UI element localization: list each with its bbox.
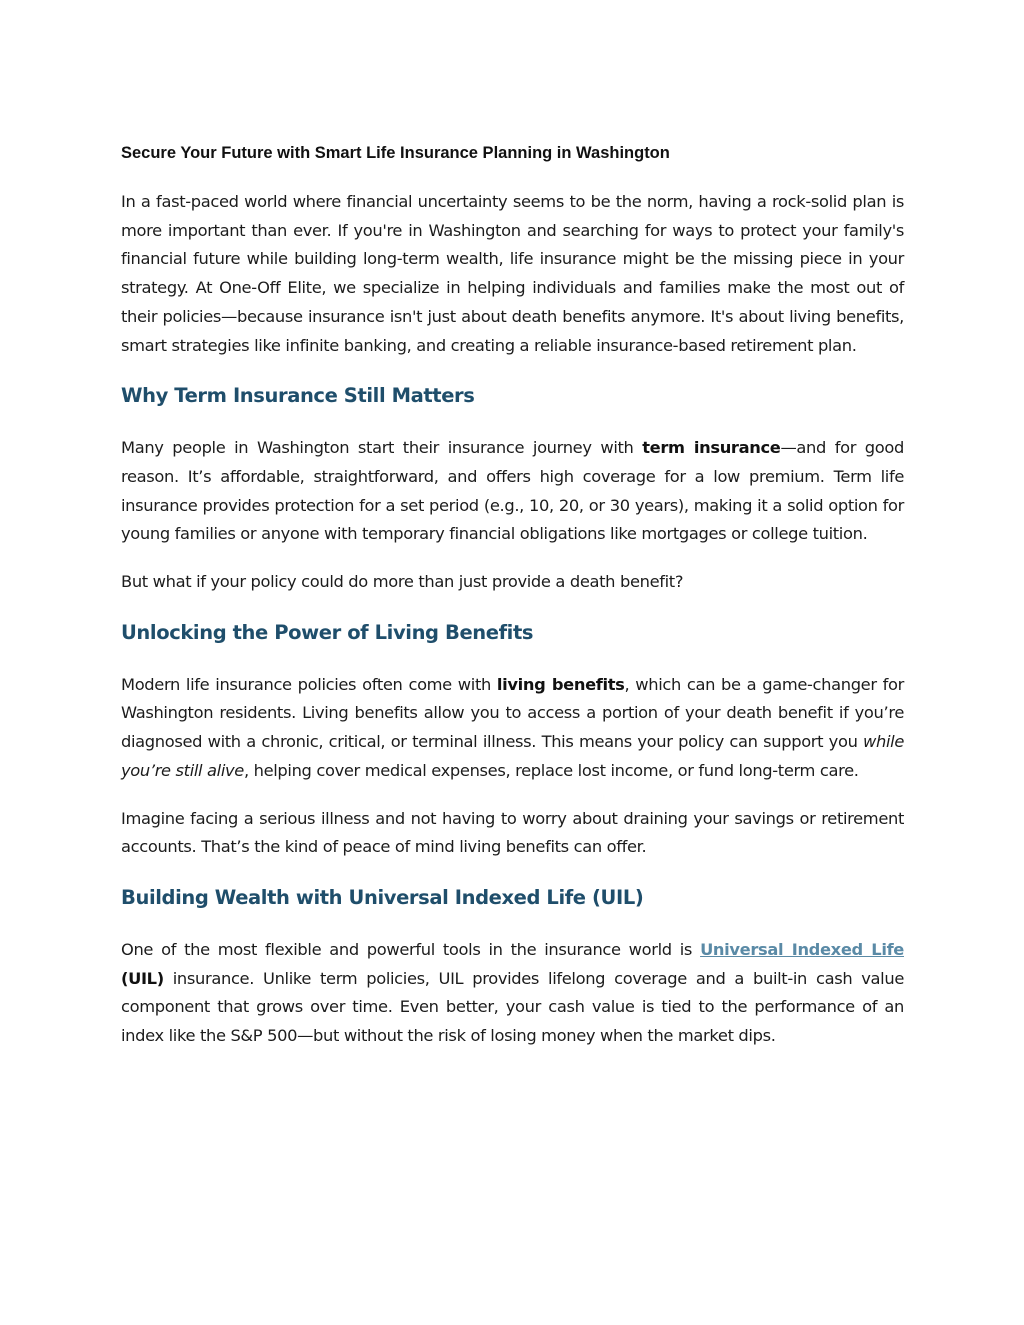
intro-paragraph: In a fast-paced world where financial uncertainty seems to be the norm, having a rock-solid plan is more important than ever. If you're in Washington and searching for ways to protect your family's financial future while building long-term wealth, life insurance might be the missing piece in your strategy. At One-Off Elite, we specialize in helping individuals and families make the most out of their policies—because insurance isn't just about death benefits anymore. It's about living benefits, smart strategies like infinite banking, and creating a reliable insurance-based retirement plan.: [121, 192, 904, 355]
text-run: —and for good reason. It’s affordable, straightforward, and offers high coverage for a low premium. Term life insurance provides protection for a set period (e.g., 10, 20, or 30 years), making it a solid option for young families or anyone with temporary financial obligations like mortgages or college tuition.: [121, 438, 904, 544]
document-title: Secure Your Future with Smart Life Insurance Planning in Washington: [121, 144, 670, 162]
bold-living-benefits: living benefits: [496, 674, 625, 694]
section-heading-living-benefits: Unlocking the Power of Living Benefits: [121, 620, 534, 644]
text-run: , which can be a game-changer for Washington residents. Living benefits allow you to access a portion of your death benefit if you’re diagnosed with a chronic, critical, or terminal illness. This means your policy can support you: [121, 674, 904, 752]
living-benefits-paragraph: [121, 671, 904, 786]
death-benefit-question-paragraph: But what if your policy could do more than just provide a death benefit?: [121, 572, 684, 592]
text-run: Modern life insurance policies often come with: [121, 674, 497, 694]
bold-term-insurance: term insurance: [642, 438, 781, 458]
italic-while-alive: while you’re still alive: [121, 732, 904, 780]
term-insurance-paragraph: [121, 434, 904, 549]
universal-indexed-life-link[interactable]: Universal Indexed Life: [700, 939, 904, 959]
section-heading-term-insurance: Why Term Insurance Still Matters: [121, 384, 475, 408]
uil-paragraph: [121, 936, 904, 1051]
peace-of-mind-paragraph: Imagine facing a serious illness and not having to worry about draining your savings or retirement accounts. That’s the kind of peace of mind living benefits can offer.: [121, 808, 904, 857]
text-run: insurance. Unlike term policies, UIL provides lifelong coverage and a built-in cash value component that grows over time. Even better, your cash value is tied to the performance of an index like the S&P 500—but without the risk of losing money when the market dips.: [121, 968, 904, 1046]
text-run: , helping cover medical expenses, replace lost income, or fund long-term care.: [243, 760, 859, 780]
bold-uil: (UIL): [121, 968, 164, 988]
section-heading-uil: Building Wealth with Universal Indexed Life (UIL): [121, 885, 644, 909]
text-run: One of the most flexible and powerful tools in the insurance world is: [121, 939, 701, 959]
text-run: Many people in Washington start their insurance journey with: [121, 438, 643, 458]
document-page: [121, 140, 904, 1070]
